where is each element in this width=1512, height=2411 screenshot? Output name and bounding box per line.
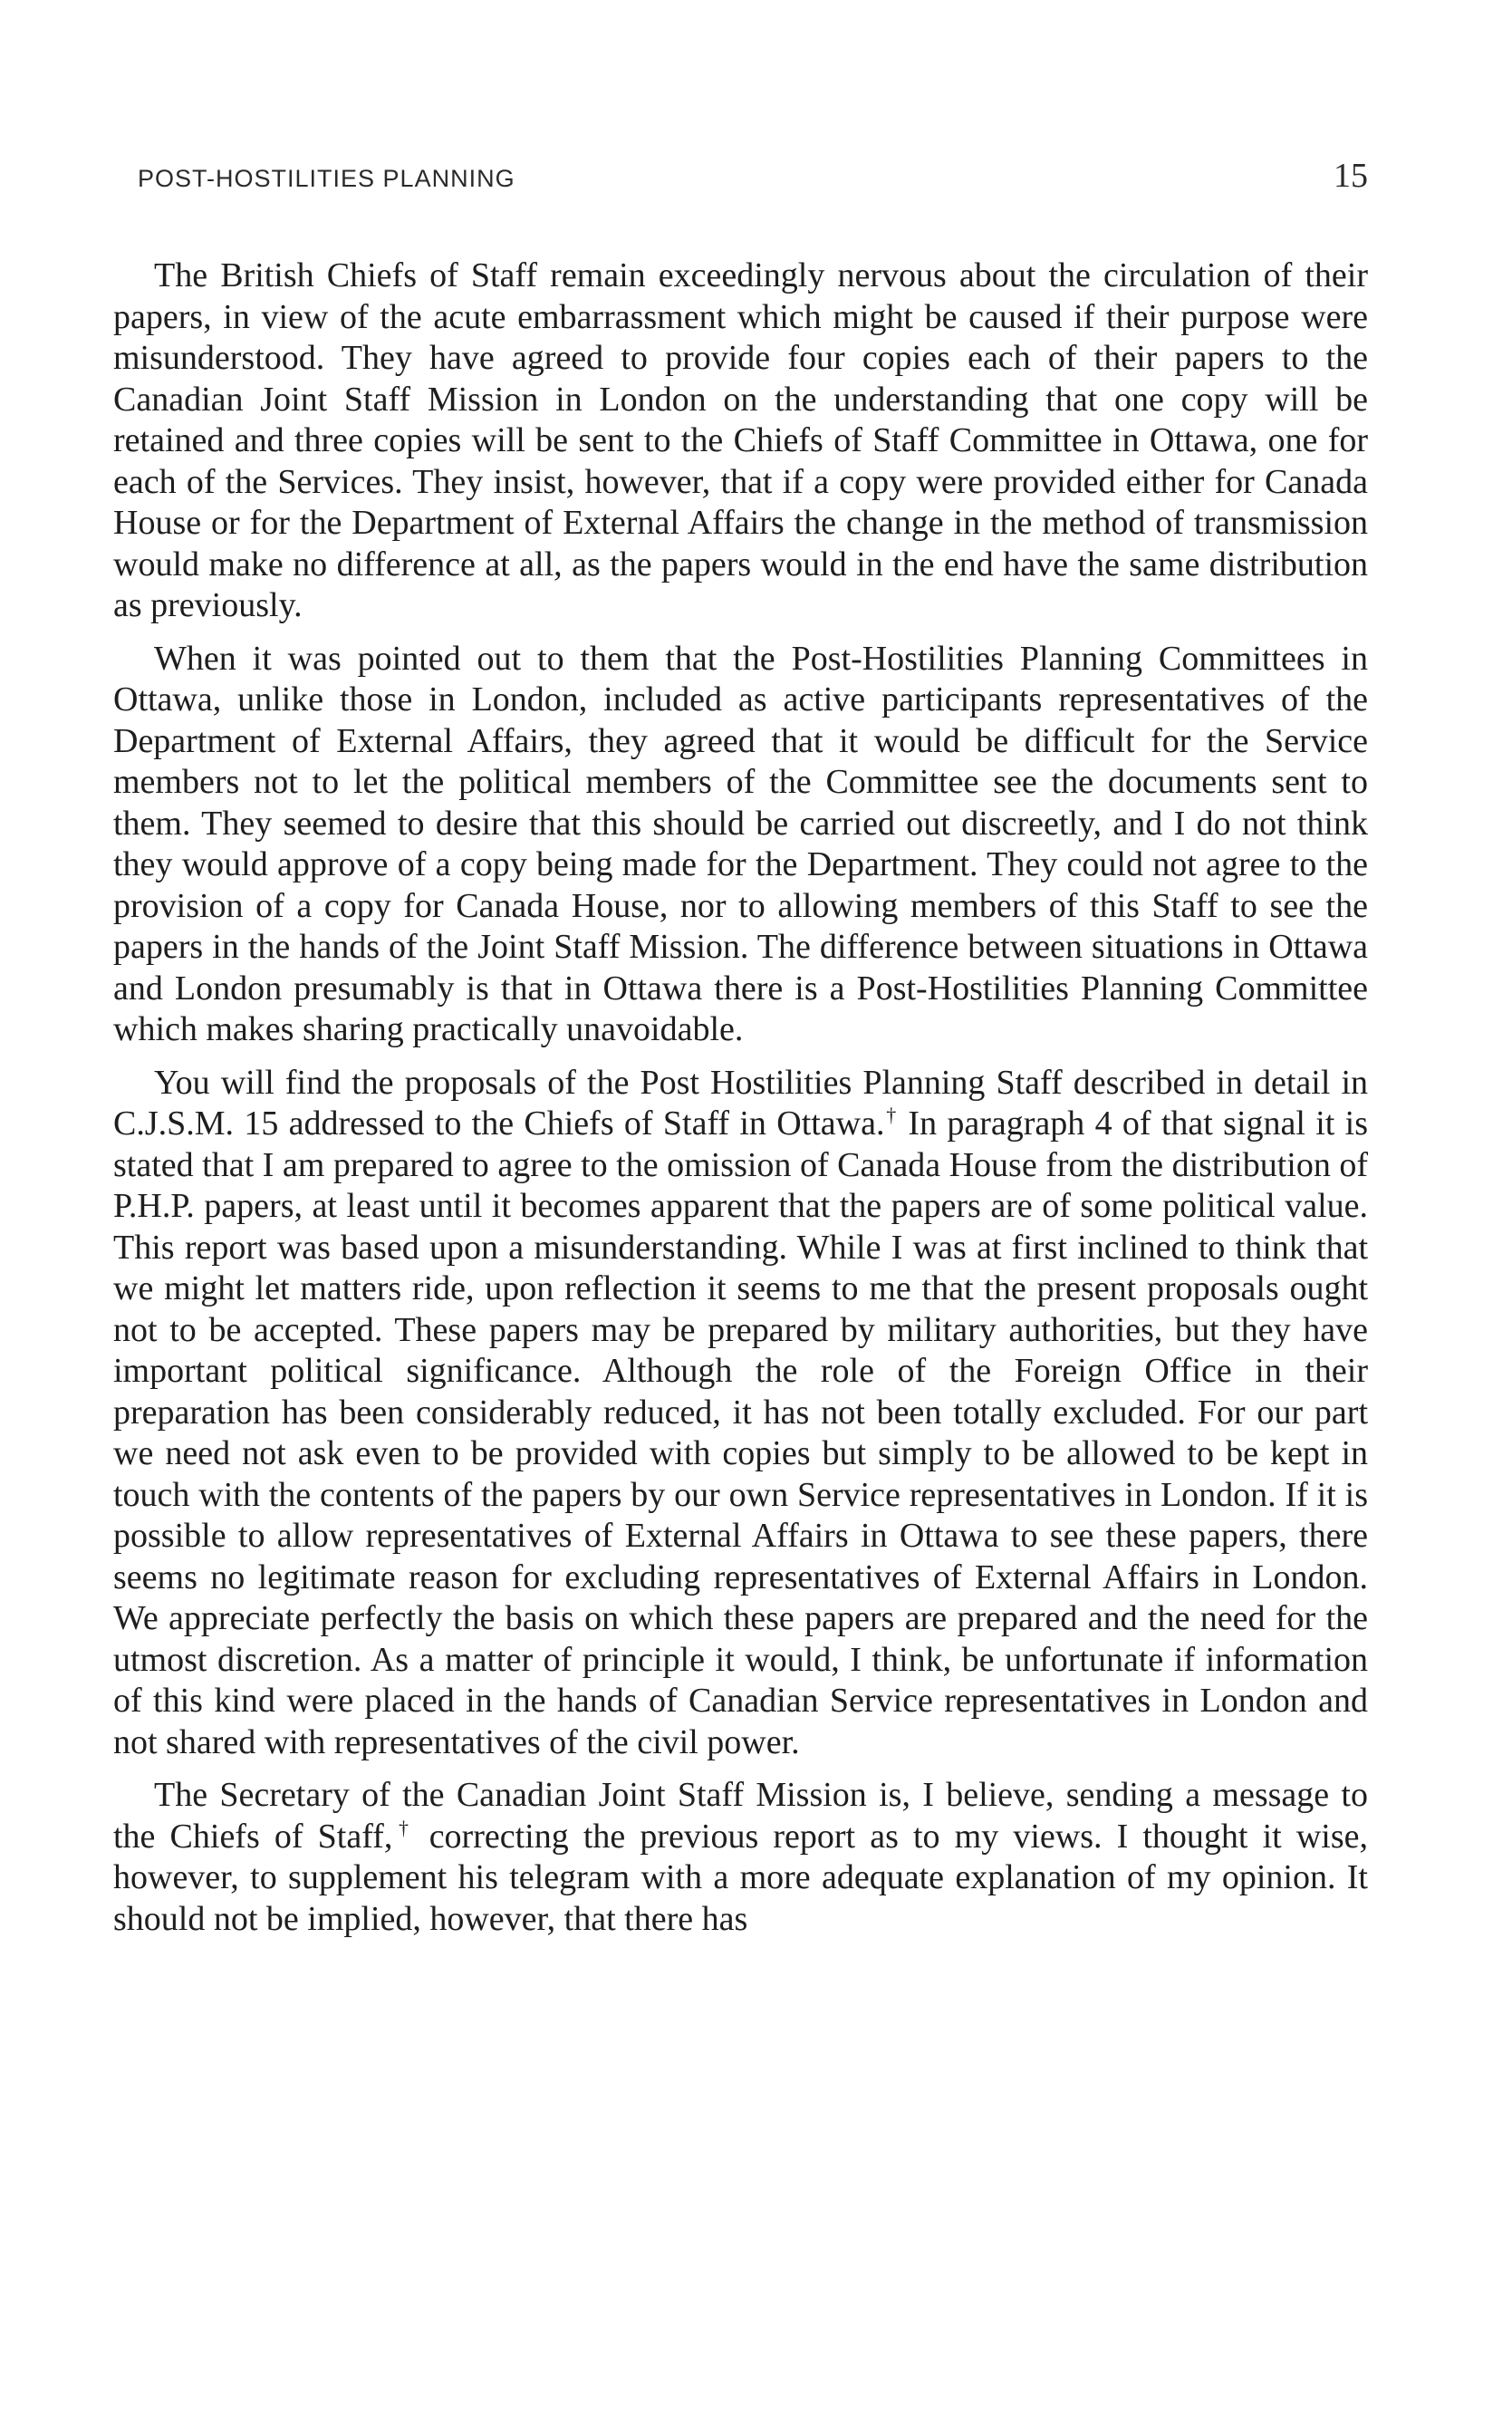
running-title: POST-HOSTILITIES PLANNING — [138, 165, 515, 192]
footnote-marker: † — [392, 1816, 415, 1839]
running-header — [138, 156, 1368, 196]
footnote-marker: † — [884, 1104, 899, 1126]
paragraph-text-continued: correcting the previous report as to my views. I thought it wise, however, to supplement his telegram with a more adequate explanation of my opinion. It should not be implied, however, that there has — [113, 1817, 1368, 1938]
paragraph-1 — [113, 256, 1368, 627]
paragraph-text: You will find the proposals of the Post Hostilities Planning Staff described in detail in C.J.S.M. 15 addressed to the Chiefs of Staff in Ottawa. — [113, 1063, 1368, 1143]
paragraph-4 — [113, 1775, 1368, 1940]
paragraph-2 — [113, 639, 1368, 1051]
page-number: 15 — [1334, 157, 1368, 195]
paragraph-text: The British Chiefs of Staff remain exceedingly nervous about the circulation of their papers, in view of the acute embarrassment which might be caused if their purpose were misunderstood. They have agreed to provide four copies each of their papers to the Canadian Joint Staff Mission in London on the understanding that one copy will be retained and three copies will be sent to the Chiefs of Staff Committee in Ottawa, one for each of the Services. They insist, however, that if a copy were provided either for Canada House or for the Department of External Affairs the change in the method of transmission would make no difference at all, as the papers would in the end have the same distribution as previously. — [113, 256, 1368, 624]
paragraph-text: The Secretary of the Canadian Joint Staff Mission is, I believe, sending a message to the Chiefs of Staff, — [113, 1776, 1368, 1856]
paragraph-3 — [113, 1063, 1368, 1764]
paragraph-text: When it was pointed out to them that the Post-Hostilities Planning Committees in Ottawa, unlike those in London, included as active participants representatives of the Department of External Affairs, they agreed that it would be difficult for the Service members not to let the political members of the Committee see the documents sent to them. They seemed to desire that this should be carried out discreetly, and I do not think they would approve of a copy being made for the Department. They could not agree to the provision of a copy for Canada House, nor to allowing members of this Staff to see the papers in the hands of the Joint Staff Mission. The difference between situations in Ottawa and London presumably is that in Ottawa there is a Post-Hostilities Planning Committee which makes sharing practically unavoidable. — [113, 639, 1368, 1048]
paragraph-text-continued: In paragraph 4 of that signal it is stated that I am prepared to agree to the omission of Canada House from the distribution of P.H.P. papers, at least until it becomes apparent that the papers are of some political value. This report was based upon a misunderstanding. While I was at first inclined to think that we might let matters ride, upon reflection it seems to me that the present proposals ought not to be accepted. These papers may be prepared by military authorities, but they have important political significance. Although the role of the Foreign Office in their preparation has been considerably reduced, it has not been totally excluded. For our part we need not ask even to be provided with copies but simply to be allowed to be kept in touch with the contents of the papers by our own Service representatives in London. If it is possible to allow representatives of External Affairs in Ottawa to see these papers, there seems no legitimate reason for excluding representatives of External Affairs in London. We appreciate perfectly the basis on which these papers are prepared and the need for the utmost discretion. As a matter of principle it would, I think, be unfortunate if information of this kind were placed in the hands of Canadian Service representatives in London and not shared with representatives of the civil power. — [113, 1104, 1369, 1761]
body-text — [113, 256, 1368, 1952]
